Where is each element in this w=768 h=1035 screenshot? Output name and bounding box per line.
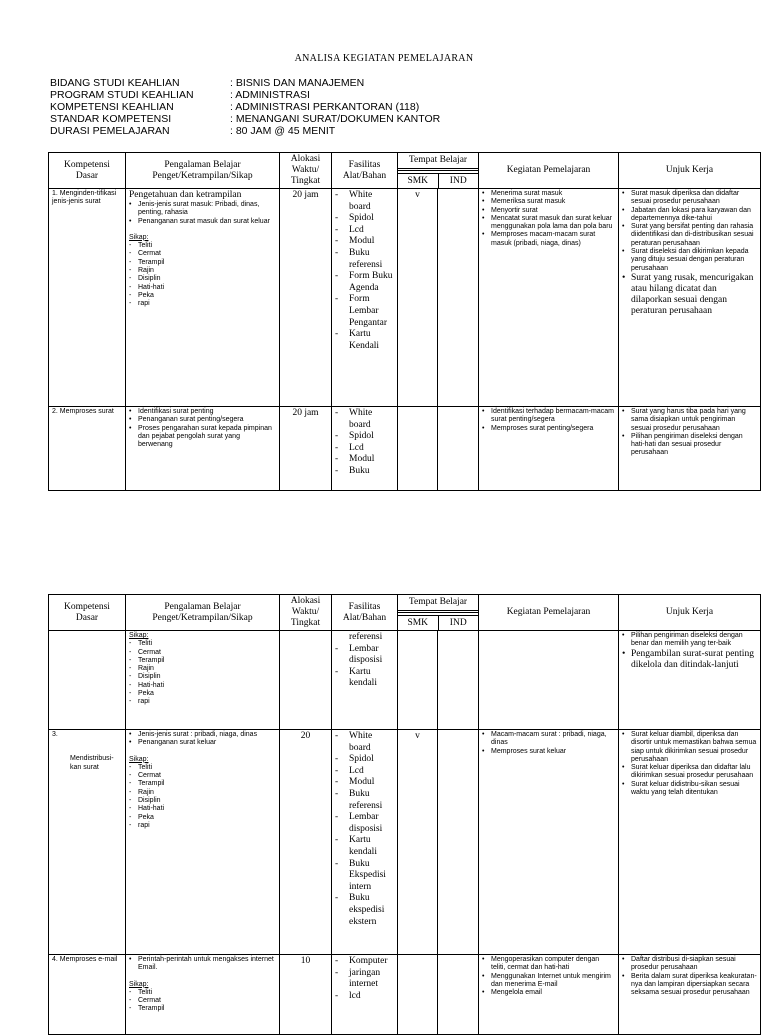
list-item: - Buku referensi xyxy=(335,789,394,812)
list-item: - Cermat xyxy=(129,649,276,657)
pb-list xyxy=(129,408,276,449)
uk-cell xyxy=(619,955,761,1035)
fas-list xyxy=(335,408,394,478)
table-row xyxy=(49,730,761,955)
sikap-label: Sikap: xyxy=(129,755,149,763)
list-item: - Peka xyxy=(129,292,276,300)
header-fasilitas: Fasilitas Alat/Bahan xyxy=(332,153,398,189)
aw-cell: 10 xyxy=(280,955,332,1035)
kg-cell xyxy=(479,730,619,955)
list-item: - Kartu kendali xyxy=(335,835,394,858)
list-item: • Identifikasi surat penting xyxy=(129,408,276,416)
kg-cell xyxy=(479,631,619,730)
list-item: • Jenis-jenis surat masuk: Pribadi, dinas, penting, rahasia xyxy=(129,201,276,218)
list-item: • Menyortir surat xyxy=(482,207,615,215)
list-item: • Pengambilan surat-surat penting dikelola dan ditindak-lanjuti xyxy=(622,649,757,671)
list-item: - Terampil xyxy=(129,1005,276,1013)
list-item: - Modul xyxy=(335,777,394,789)
table-row xyxy=(49,631,761,730)
aw-cell: 20 jam xyxy=(280,189,332,407)
uk-list xyxy=(622,731,757,797)
meta-value: : ADMINISTRASI xyxy=(230,89,310,101)
meta-value: : MENANGANI SURAT/DOKUMEN KANTOR xyxy=(230,113,441,125)
list-item: - Lembar disposisi xyxy=(335,812,394,835)
smk-cell xyxy=(398,407,438,491)
ind-cell xyxy=(438,189,479,407)
list-item: - Teliti xyxy=(129,764,276,772)
list-item: • Jenis-jenis surat : pribadi, niaga, dinas xyxy=(129,731,276,739)
list-item: - Kartu kendali xyxy=(335,667,394,690)
kg-list xyxy=(482,731,615,756)
list-item: - Terampil xyxy=(129,780,276,788)
header-smk: SMK xyxy=(398,616,439,630)
list-item: - White board xyxy=(335,190,394,213)
pb-heading: Pengetahuan dan ketrampilan xyxy=(129,190,242,200)
list-item: - Lcd xyxy=(335,225,394,237)
aw-cell: 20 xyxy=(280,730,332,955)
kd-cell xyxy=(49,631,126,730)
pb-cell xyxy=(126,189,280,407)
fas-continued: referensi xyxy=(349,632,383,642)
fas-list xyxy=(335,190,394,352)
list-item: • Memproses surat penting/segera xyxy=(482,425,615,433)
kg-cell xyxy=(479,189,619,407)
kd-cell: 2. Memproses surat xyxy=(49,407,126,491)
kd-cell: 4. Memproses e-mail xyxy=(49,955,126,1035)
uk-list xyxy=(622,190,757,317)
list-item: - Terampil xyxy=(129,657,276,665)
header-ind: IND xyxy=(449,617,467,628)
kd-cell: 1. Menginden-tifikasi jenis-jenis surat xyxy=(49,189,126,407)
list-item: - Spidol xyxy=(335,754,394,766)
sikap-label: Sikap: xyxy=(129,980,149,988)
meta-label: PROGRAM STUDI KEAHLIAN xyxy=(50,89,194,101)
header-tempat-sub xyxy=(398,615,478,630)
pb-list xyxy=(129,956,276,973)
sikap-label: Sikap: xyxy=(129,632,149,639)
pb-list xyxy=(129,201,276,226)
header-ind: IND xyxy=(449,175,467,186)
list-item: • Memproses macam-macam surat masuk (pribadi, niaga, dinas) xyxy=(482,231,615,248)
kg-cell xyxy=(479,955,619,1035)
sikap-list xyxy=(129,989,276,1014)
kg-list xyxy=(482,190,615,248)
header-tempat-label: Tempat Belajar xyxy=(398,154,478,171)
list-item: • Pilihan pengiriman diseleksi dengan benar dan memilih yang ter-baik xyxy=(622,632,757,649)
header-pengalaman: Pengalaman Belajar Penget/Ketrampilan/Sikap xyxy=(126,595,280,631)
list-item: - jaringan internet xyxy=(335,968,394,991)
list-item: - Form Buku Agenda xyxy=(335,271,394,294)
fas-cell xyxy=(332,955,398,1035)
pb-cell xyxy=(126,407,280,491)
fas-cell xyxy=(332,407,398,491)
meta-label: STANDAR KOMPETENSI xyxy=(50,113,172,125)
header-fasilitas: Fasilitas Alat/Bahan xyxy=(332,595,398,631)
pb-cell xyxy=(126,631,280,730)
kg-list xyxy=(482,956,615,997)
kg-cell xyxy=(479,407,619,491)
aw-cell: 20 jam xyxy=(280,407,332,491)
uk-list xyxy=(622,408,757,458)
fas-list xyxy=(335,644,394,690)
meta-value: : BISNIS DAN MANAJEMEN xyxy=(230,77,365,89)
header-kegiatan: Kegiatan Pemelajaran xyxy=(479,153,619,189)
list-item: • Jabatan dan lokasi para karyawan dan departemennya dike-tahui xyxy=(622,207,757,224)
meta-row xyxy=(50,113,440,125)
header-kompetensi: Kompetensi Dasar xyxy=(49,153,126,189)
pb-list xyxy=(129,731,276,748)
header-alokasi: Alokasi Waktu/ Tingkat xyxy=(280,153,332,189)
sikap-list xyxy=(129,242,276,308)
kg-list xyxy=(482,408,615,433)
list-item: - Cermat xyxy=(129,997,276,1005)
header-kegiatan: Kegiatan Pemelajaran xyxy=(479,595,619,631)
smk-check: v xyxy=(398,730,438,955)
list-item: • Mencatat surat masuk dan surat keluar menggunakan pola lama dan pola baru xyxy=(482,215,615,232)
list-item: - Cermat xyxy=(129,250,276,258)
list-item: • Mengelola email xyxy=(482,989,615,997)
list-item: - Disiplin xyxy=(129,797,276,805)
list-item: - Rajin xyxy=(129,789,276,797)
list-item: • Memproses surat keluar xyxy=(482,748,615,756)
list-item: • Berita dalam surat diperiksa keakuratan-nya dan lampiran dipersiapkan secara seksama sesuai prosedur perusahaan xyxy=(622,973,757,998)
list-item: • Memeriksa surat masuk xyxy=(482,198,615,206)
header-pengalaman: Pengalaman Belajar Penget/Ketrampilan/Sikap xyxy=(126,153,280,189)
fas-list xyxy=(335,731,394,928)
list-item: - Teliti xyxy=(129,989,276,997)
meta-value: : 80 JAM @ 45 MENIT xyxy=(230,125,336,137)
kd-number: 3. xyxy=(52,731,58,738)
list-item: - Disiplin xyxy=(129,673,276,681)
meta-row xyxy=(50,77,440,89)
list-item: - Buku referensi xyxy=(335,248,394,271)
uk-list xyxy=(622,956,757,997)
table-row xyxy=(49,189,761,407)
list-item: • Surat keluar didistribu-sikan sesuai waktu yang telah ditentukan xyxy=(622,781,757,798)
list-item: • Surat yang harus tiba pada hari yang sama disiapkan untuk pengiriman sesuai prosedur perusahaan xyxy=(622,408,757,433)
fas-list xyxy=(335,956,394,1002)
list-item: • Surat yang bersifat penting dan rahasia diidentifikasi dan di-distribusikan sesuai peraturan perusahaan xyxy=(622,223,757,248)
list-item: - rapi xyxy=(129,698,276,706)
list-item: - Disiplin xyxy=(129,275,276,283)
meta-value: : ADMINISTRASI PERKANTORAN (118) xyxy=(230,101,420,113)
list-item: - Lcd xyxy=(335,766,394,778)
header-tempat-sub xyxy=(398,173,478,188)
list-item: • Surat yang rusak, mencurigakan atau hilang dicatat dan dilaporkan sesuai dengan peraturan perusahaan xyxy=(622,273,757,317)
header-unjuk: Unjuk Kerja xyxy=(619,595,761,631)
uk-cell xyxy=(619,189,761,407)
fas-cell xyxy=(332,189,398,407)
fas-cell xyxy=(332,631,398,730)
list-item: • Menerima surat masuk xyxy=(482,190,615,198)
smk-cell xyxy=(398,955,438,1035)
list-item: - Lcd xyxy=(335,443,394,455)
list-item: • Macam-macam surat : pribadi, niaga, dinas xyxy=(482,731,615,748)
fas-cell xyxy=(332,730,398,955)
kd-cell xyxy=(49,730,126,955)
list-item: • Penanganan surat keluar xyxy=(129,739,276,747)
pb-cell xyxy=(126,730,280,955)
meta-row xyxy=(50,125,440,137)
list-item: - rapi xyxy=(129,822,276,830)
list-item: - Peka xyxy=(129,690,276,698)
list-item: • Surat masuk diperiksa dan didaftar sesuai prosedur perusahaan xyxy=(622,190,757,207)
sikap-list xyxy=(129,640,276,706)
header-row xyxy=(49,153,761,189)
list-item: - Hati-hati xyxy=(129,284,276,292)
list-item: - Peka xyxy=(129,814,276,822)
list-item: - Modul xyxy=(335,454,394,466)
smk-cell xyxy=(398,631,438,730)
header-alokasi: Alokasi Waktu/ Tingkat xyxy=(280,595,332,631)
meta-block xyxy=(50,77,440,137)
uk-cell xyxy=(619,407,761,491)
pb-cell xyxy=(126,955,280,1035)
list-item: • Mengoperasikan computer dengan teliti, cermat dan hati-hati xyxy=(482,956,615,973)
ind-cell xyxy=(438,955,479,1035)
header-tempat xyxy=(398,595,479,631)
list-item: • Penanganan surat penting/segera xyxy=(129,416,276,424)
table-row xyxy=(49,955,761,1035)
list-item: - White board xyxy=(335,408,394,431)
list-item: • Proses pengarahan surat kepada pimpinan dan pejabat pengolah surat yang berwenang xyxy=(129,425,276,450)
list-item: • Identifikasi terhadap bermacam-macam surat penting/segera xyxy=(482,408,615,425)
list-item: - Spidol xyxy=(335,213,394,225)
list-item: - Kartu Kendali xyxy=(335,329,394,352)
list-item: - Teliti xyxy=(129,640,276,648)
uk-cell xyxy=(619,730,761,955)
analysis-table-2 xyxy=(48,594,761,1035)
ind-cell xyxy=(438,407,479,491)
list-item: - Buku xyxy=(335,466,394,478)
header-tempat-label: Tempat Belajar xyxy=(398,596,478,613)
list-item: • Surat keluar diambil, diperiksa dan disortir untuk memastikan bahwa semua siap untuk dikirimkan sesuai prosedur perusahaan xyxy=(622,731,757,764)
list-item: - Rajin xyxy=(129,665,276,673)
list-item: - Teliti xyxy=(129,242,276,250)
meta-label: BIDANG STUDI KEAHLIAN xyxy=(50,77,180,89)
list-item: - Hati-hati xyxy=(129,682,276,690)
sikap-label: Sikap: xyxy=(129,233,149,241)
document-title: ANALISA KEGIATAN PEMELAJARAN xyxy=(294,53,474,64)
list-item: • Menggunakan Internet untuk mengirim dan menerima E-mail xyxy=(482,973,615,990)
list-item: - rapi xyxy=(129,300,276,308)
analysis-table-1 xyxy=(48,152,761,491)
list-item: - Terampil xyxy=(129,259,276,267)
header-smk: SMK xyxy=(398,174,439,188)
header-row xyxy=(49,595,761,631)
ind-cell xyxy=(438,730,479,955)
table-row xyxy=(49,407,761,491)
list-item: - Modul xyxy=(335,236,394,248)
meta-label: KOMPETENSI KEAHLIAN xyxy=(50,101,174,113)
list-item: • Daftar distribusi di-siapkan sesuai prosedur perusahaan xyxy=(622,956,757,973)
list-item: - Hati-hati xyxy=(129,805,276,813)
header-kompetensi: Kompetensi Dasar xyxy=(49,595,126,631)
meta-row xyxy=(50,101,440,113)
list-item: - Cermat xyxy=(129,772,276,780)
header-unjuk: Unjuk Kerja xyxy=(619,153,761,189)
list-item: - Rajin xyxy=(129,267,276,275)
list-item: - lcd xyxy=(335,991,394,1003)
list-item: - Buku ekspedisi ekstern xyxy=(335,893,394,928)
aw-cell xyxy=(280,631,332,730)
sikap-list xyxy=(129,764,276,830)
smk-check: v xyxy=(398,189,438,407)
meta-label: DURASI PEMELAJARAN xyxy=(50,125,170,137)
list-item: - White board xyxy=(335,731,394,754)
list-item: • Surat diseleksi dan dikirimkan kepada yang dituju sesuai dengan peraturan perusahaan xyxy=(622,248,757,273)
list-item: - Buku Ekspedisi intern xyxy=(335,859,394,894)
list-item: - Spidol xyxy=(335,431,394,443)
kd-text: Mendistribusi-kan surat xyxy=(70,755,114,771)
list-item: • Penanganan surat masuk dan surat keluar xyxy=(129,218,276,226)
list-item: - Komputer xyxy=(335,956,394,968)
uk-list xyxy=(622,632,757,671)
list-item: - Lembar disposisi xyxy=(335,644,394,667)
meta-row xyxy=(50,89,440,101)
list-item: • Pilihan pengiriman diseleksi dengan hati-hati dan sesuai prosedur perusahaan xyxy=(622,433,757,458)
list-item: - Form Lembar Pengantar xyxy=(335,294,394,329)
header-tempat xyxy=(398,153,479,189)
uk-cell xyxy=(619,631,761,730)
ind-cell xyxy=(438,631,479,730)
list-item: • Perintah-perintah untuk mengakses internet Email. xyxy=(129,956,276,973)
list-item: • Surat keluar diperiksa dan didaftar lalu dikirimkan sesuai prosedur perusahaan xyxy=(622,764,757,781)
